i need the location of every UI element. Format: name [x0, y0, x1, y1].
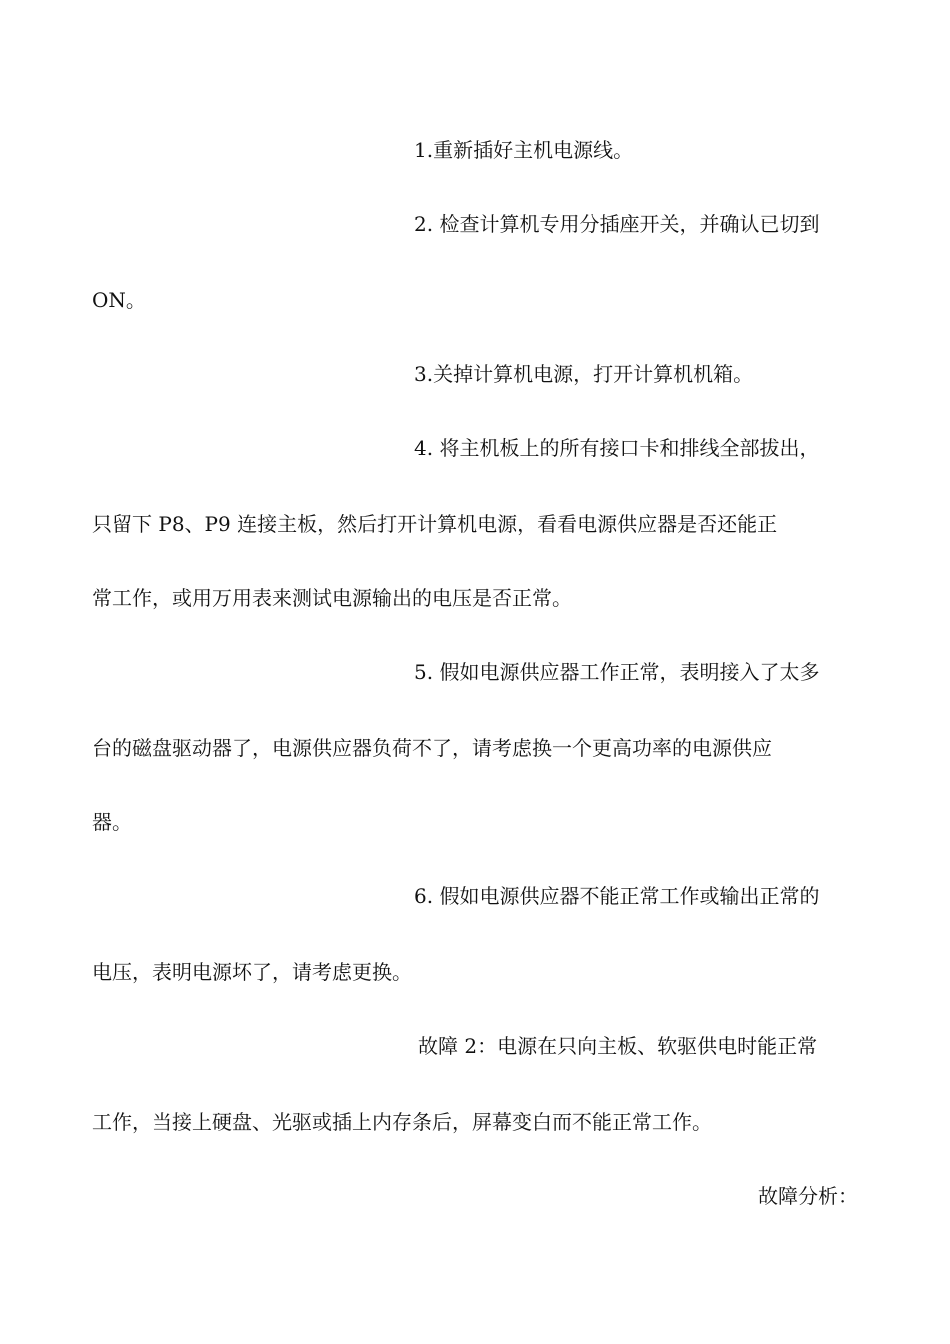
step-4-continuation-1: 只留下 P8、P9 连接主板，然后打开计算机电源，看看电源供应器是否还能正: [92, 512, 778, 536]
step-2-continuation: ON。: [92, 288, 146, 312]
step-6-line: 6. 假如电源供应器不能正常工作或输出正常的: [414, 884, 820, 908]
fault-2-continuation: 工作，当接上硬盘、光驱或插上内存条后，屏幕变白而不能正常工作。: [92, 1110, 712, 1134]
step-5-continuation-2: 器。: [92, 810, 132, 834]
step-4-continuation-2: 常工作，或用万用表来测试电源输出的电压是否正常。: [92, 586, 572, 610]
step-1-line: 1.重新插好主机电源线。: [414, 138, 634, 162]
step-5-line: 5. 假如电源供应器工作正常，表明接入了太多: [414, 660, 820, 684]
step-4-line: 4. 将主机板上的所有接口卡和排线全部拔出，: [414, 436, 820, 460]
step-2-line: 2. 检查计算机专用分插座开关，并确认已切到: [414, 212, 820, 236]
step-5-continuation-1: 台的磁盘驱动器了，电源供应器负荷不了，请考虑换一个更高功率的电源供应: [92, 736, 772, 760]
fault-analysis-heading: 故障分析：: [758, 1184, 858, 1208]
fault-2-heading-line: 故障 2：电源在只向主板、软驱供电时能正常: [418, 1034, 818, 1058]
step-6-continuation: 电压，表明电源坏了，请考虑更换。: [92, 960, 412, 984]
step-3-line: 3.关掉计算机电源，打开计算机机箱。: [414, 362, 754, 386]
